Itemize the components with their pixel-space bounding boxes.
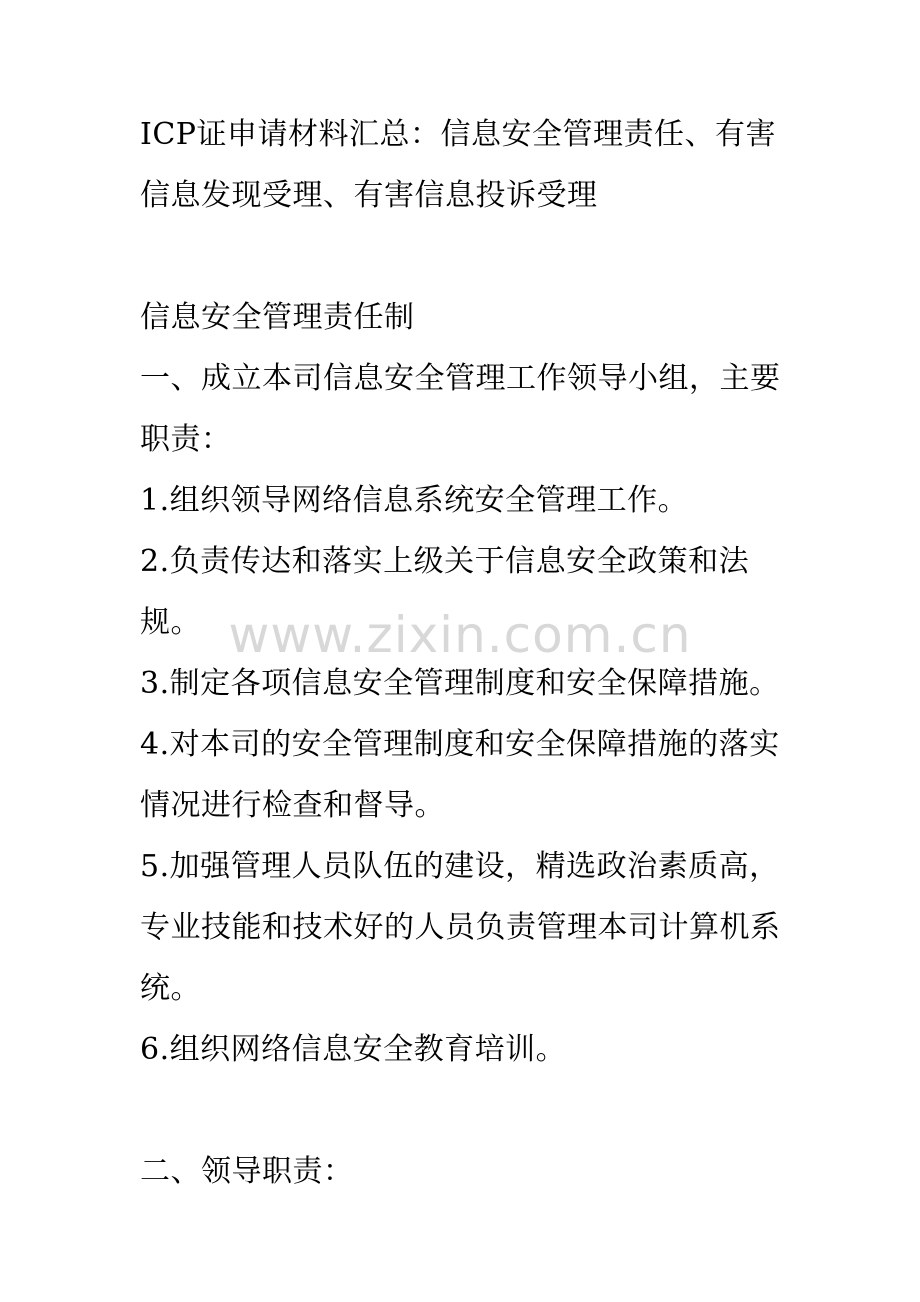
list-item: 5.加强管理人员队伍的建设，精选政治素质高，专业技能和技术好的人员负责管理本司计算机系统。	[140, 849, 781, 1006]
watermark-text: www.zixin.com.cn	[228, 606, 692, 664]
document-body	[140, 104, 790, 1202]
section2-heading: 二、领导职责：	[140, 1154, 354, 1189]
list-item: 4.对本司的安全管理制度和安全保障措施的落实情况进行检查和督导。	[140, 727, 780, 823]
spacer	[140, 226, 790, 287]
document-title: ICP证申请材料汇总：信息安全管理责任、有害信息发现受理、有害信息投诉受理	[140, 117, 776, 213]
list-item: 2.负责传达和落实上级关于信息安全政策和法规。	[140, 544, 750, 640]
spacer	[140, 1080, 790, 1141]
section1-intro: 一、成立本司信息安全管理工作领导小组，主要职责：	[140, 361, 781, 457]
section-heading: 信息安全管理责任制	[140, 300, 415, 335]
list-item: 6.组织网络信息安全教育培训。	[140, 1032, 567, 1067]
list-item: 3.制定各项信息安全管理制度和安全保障措施。	[140, 666, 780, 701]
list-item: 1.组织领导网络信息系统安全管理工作。	[140, 483, 689, 518]
